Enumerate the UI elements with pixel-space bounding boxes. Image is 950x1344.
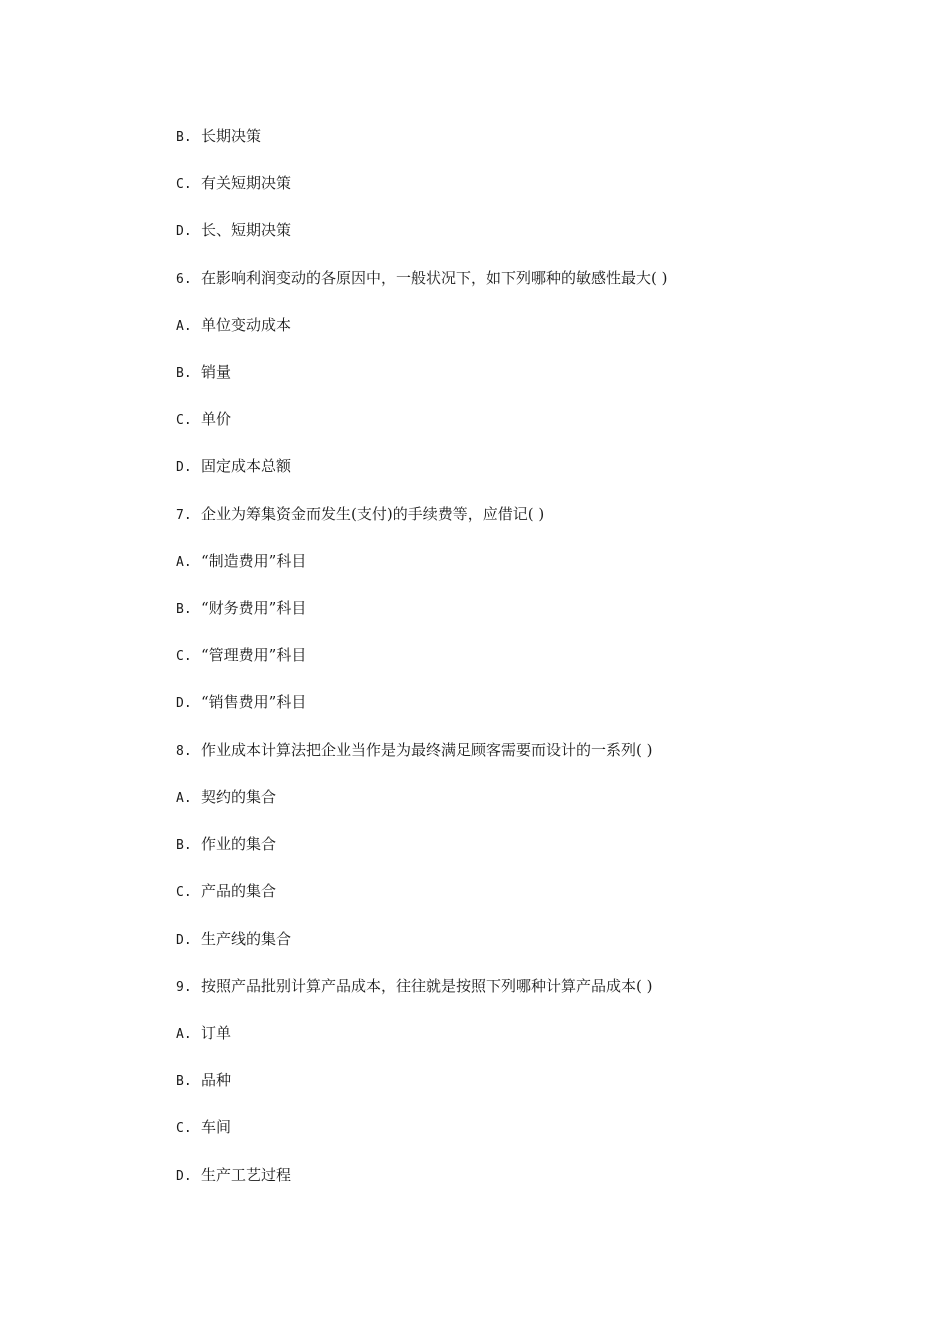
option-line	[176, 927, 291, 951]
option-line	[176, 218, 291, 242]
question-number: 9.	[176, 980, 192, 995]
option-line	[176, 1068, 231, 1092]
option-text: 有关短期决策	[201, 174, 292, 192]
option-label: B.	[176, 838, 192, 853]
option-label: A.	[176, 319, 192, 334]
option-line	[176, 1021, 231, 1045]
option-line	[176, 643, 306, 667]
question-line	[176, 266, 667, 290]
option-line	[176, 549, 306, 573]
option-text: 契约的集合	[201, 788, 277, 806]
option-text: 固定成本总额	[201, 457, 292, 475]
option-line	[176, 832, 276, 856]
question-number: 7.	[176, 508, 192, 523]
option-text: 单价	[201, 410, 232, 428]
option-line	[176, 313, 291, 337]
option-text: 生产工艺过程	[201, 1166, 292, 1184]
option-text: “管理费用”科目	[201, 646, 307, 664]
option-label: B.	[176, 1074, 192, 1089]
option-line	[176, 171, 291, 195]
option-text: 品种	[201, 1071, 232, 1089]
option-line	[176, 407, 231, 431]
option-text: 单位变动成本	[201, 316, 292, 334]
question-number: 6.	[176, 272, 192, 287]
option-label: B.	[176, 602, 192, 617]
option-text: 车间	[201, 1118, 232, 1136]
option-label: B.	[176, 130, 192, 145]
option-line	[176, 596, 306, 620]
option-line	[176, 454, 291, 478]
option-line	[176, 690, 306, 714]
option-label: C.	[176, 177, 192, 192]
option-text: 销量	[201, 363, 232, 381]
option-label: C.	[176, 413, 192, 428]
option-line	[176, 1115, 231, 1139]
option-label: B.	[176, 366, 192, 381]
option-label: C.	[176, 885, 192, 900]
option-label: C.	[176, 1121, 192, 1136]
option-label: D.	[176, 1169, 192, 1184]
option-line	[176, 879, 276, 903]
question-line	[176, 974, 652, 998]
question-text: 按照产品批别计算产品成本，往往就是按照下列哪种计算产品成本( )	[201, 977, 653, 995]
option-label: A.	[176, 555, 192, 570]
option-text: 长期决策	[201, 127, 262, 145]
option-label: A.	[176, 1027, 192, 1042]
question-number: 8.	[176, 744, 192, 759]
option-text: 长、短期决策	[201, 221, 292, 239]
question-text: 企业为筹集资金而发生(支付)的手续费等，应借记( )	[201, 505, 545, 523]
option-line	[176, 360, 231, 384]
option-line	[176, 124, 261, 148]
option-label: D.	[176, 696, 192, 711]
option-text: “财务费用”科目	[201, 599, 307, 617]
option-text: “制造费用”科目	[201, 552, 307, 570]
option-line	[176, 1163, 291, 1187]
option-text: 产品的集合	[201, 882, 277, 900]
question-line	[176, 502, 544, 526]
option-text: 订单	[201, 1024, 232, 1042]
option-label: D.	[176, 460, 192, 475]
option-label: D.	[176, 933, 192, 948]
question-text: 作业成本计算法把企业当作是为最终满足顾客需要而设计的一系列( )	[201, 741, 653, 759]
option-label: D.	[176, 224, 192, 239]
option-label: C.	[176, 649, 192, 664]
question-text: 在影响利润变动的各原因中，一般状况下，如下列哪种的敏感性最大( )	[201, 269, 668, 287]
option-text: 生产线的集合	[201, 930, 292, 948]
question-line	[176, 738, 652, 762]
option-label: A.	[176, 791, 192, 806]
option-line	[176, 785, 276, 809]
option-text: 作业的集合	[201, 835, 277, 853]
option-text: “销售费用”科目	[201, 693, 307, 711]
